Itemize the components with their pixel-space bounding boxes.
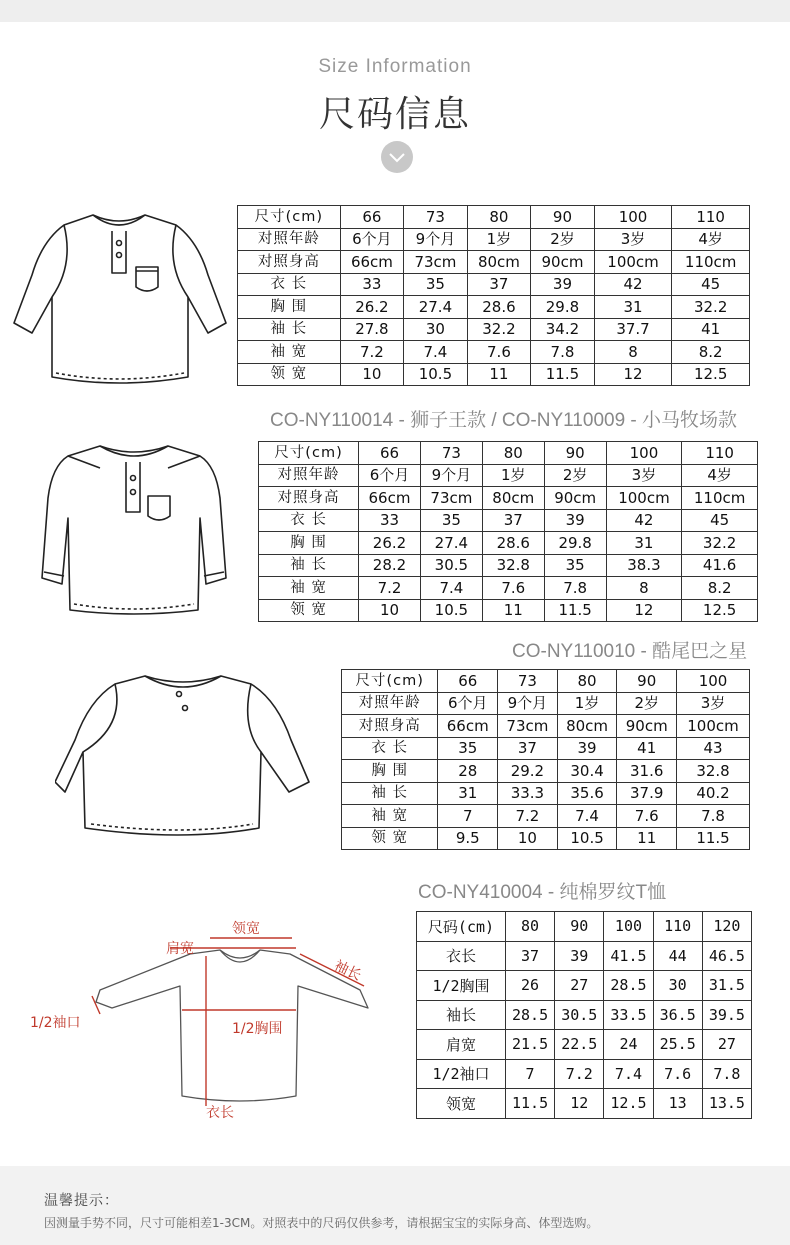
table-cell: 30 [404,318,468,341]
table-cell: 24 [604,1030,653,1060]
measure-label-shoulder: 肩宽 [166,941,194,957]
table-cell: 11.5 [677,827,750,850]
table-cell: 12 [555,1089,604,1119]
table-cell: 10 [340,363,404,386]
row-label-cell: 对照年龄 [238,228,341,251]
table-cell: 66cm [340,251,404,274]
table-row [238,251,750,274]
table-cell: 26 [505,971,554,1001]
table-cell: 7.8 [531,341,595,364]
table-cell: 33.5 [604,1000,653,1030]
table-cell: 13 [653,1089,702,1119]
row-label-cell: 对照身高 [342,715,438,738]
table-cell: 11.5 [531,363,595,386]
table-cell: 27.4 [404,296,468,319]
table-cell: 110 [653,912,702,942]
table-cell: 73cm [420,487,482,510]
table-cell: 80cm [557,715,617,738]
table-cell: 42 [606,509,682,532]
row-label-cell: 对照身高 [238,251,341,274]
table-cell: 66 [359,442,421,465]
table-cell: 38.3 [606,554,682,577]
table-cell: 90 [617,670,677,693]
table-cell: 27 [702,1030,751,1060]
size-table-4 [416,911,752,1119]
table-cell: 11 [467,363,531,386]
table-cell: 41 [617,737,677,760]
row-label-cell: 领 宽 [238,363,341,386]
table-cell: 32.2 [672,296,750,319]
table-row [238,296,750,319]
row-label-cell: 胸 围 [238,296,341,319]
table-cell: 26.2 [359,532,421,555]
row-label-cell: 袖 长 [342,782,438,805]
row-label-cell: 尺寸(cm) [342,670,438,693]
table-cell: 7.4 [404,341,468,364]
row-label-cell: 对照年龄 [259,464,359,487]
table-row [342,827,750,850]
table-cell: 31 [438,782,498,805]
table-cell: 30.5 [555,1000,604,1030]
table-cell: 8 [594,341,672,364]
table-row [417,1089,752,1119]
row-label-cell: 衣 长 [238,273,341,296]
table-cell: 7.2 [359,577,421,600]
table-cell: 45 [672,273,750,296]
row-label-cell: 袖 宽 [238,341,341,364]
table-row [342,760,750,783]
row-label-cell: 袖 长 [259,554,359,577]
table-cell: 35 [438,737,498,760]
product-caption-1: CO-NY110014 - 狮子王款 / CO-NY110009 - 小马牧场款 [270,410,738,431]
row-label-cell: 1/2胸围 [417,971,506,1001]
table-cell: 90 [531,206,595,229]
table-cell: 37.9 [617,782,677,805]
table-cell: 28.6 [467,296,531,319]
table-cell: 33.3 [498,782,558,805]
table-cell: 33 [340,273,404,296]
chevron-down-icon [381,141,413,173]
table-cell: 6个月 [359,464,421,487]
table-cell: 100 [606,442,682,465]
table-cell: 100cm [606,487,682,510]
table-cell: 28.6 [482,532,544,555]
table-cell: 12.5 [672,363,750,386]
table-cell: 9.5 [438,827,498,850]
table-cell: 39 [557,737,617,760]
table-cell: 90cm [531,251,595,274]
size-table-3 [341,669,750,850]
table-cell: 40.2 [677,782,750,805]
table-row [417,1059,752,1089]
table-cell: 2岁 [544,464,606,487]
table-cell: 73 [420,442,482,465]
table-cell: 3岁 [677,692,750,715]
table-cell: 10 [359,599,421,622]
table-cell: 7 [505,1059,554,1089]
table-cell: 66cm [359,487,421,510]
table-cell: 35.6 [557,782,617,805]
table-cell: 35 [404,273,468,296]
table-cell: 32.2 [682,532,758,555]
table-cell: 110cm [682,487,758,510]
table-cell: 110 [672,206,750,229]
table-cell: 37 [505,941,554,971]
table-cell: 41.6 [682,554,758,577]
table-cell: 110 [682,442,758,465]
table-cell: 73cm [404,251,468,274]
table-cell: 11 [617,827,677,850]
footer-note: 因测量手势不同，尺寸可能相差1-3CM。对照表中的尺码仅供参考，请根据宝宝的实际身高、体型选购。 [44,1216,599,1230]
table-cell: 35 [420,509,482,532]
henley-long-sleeve-shirt-icon [30,438,238,623]
table-cell: 37 [498,737,558,760]
table-cell: 1岁 [467,228,531,251]
table-cell: 30.4 [557,760,617,783]
table-cell: 3岁 [594,228,672,251]
table-cell: 100 [594,206,672,229]
table-cell: 3岁 [606,464,682,487]
table-cell: 41.5 [604,941,653,971]
row-label-cell: 肩宽 [417,1030,506,1060]
title-en: Size Information [318,56,472,77]
table-cell: 22.5 [555,1030,604,1060]
table-cell: 80 [482,442,544,465]
table-cell: 43 [677,737,750,760]
table-cell: 37 [482,509,544,532]
measure-label-chest: 1/2胸围 [232,1021,283,1037]
table-cell: 7 [438,805,498,828]
table-cell: 28.2 [359,554,421,577]
measure-label-collar: 领宽 [232,921,260,937]
table-row [259,464,758,487]
table-row [238,228,750,251]
table-cell: 90 [544,442,606,465]
row-label-cell: 尺寸(cm) [259,442,359,465]
table-cell: 33 [359,509,421,532]
table-cell: 9个月 [498,692,558,715]
table-row [342,715,750,738]
row-label-cell: 1/2袖口 [417,1059,506,1089]
table-cell: 80 [505,912,554,942]
table-cell: 12 [606,599,682,622]
table-cell: 37 [467,273,531,296]
row-label-cell: 领 宽 [259,599,359,622]
table-row [342,782,750,805]
table-cell: 37.7 [594,318,672,341]
table-cell: 26.2 [340,296,404,319]
table-cell: 73 [498,670,558,693]
measure-label-length: 衣长 [206,1105,234,1121]
table-cell: 31.6 [617,760,677,783]
table-header-row [259,442,758,465]
table-row [417,1000,752,1030]
table-cell: 10.5 [404,363,468,386]
table-cell: 90cm [544,487,606,510]
table-cell: 39 [531,273,595,296]
table-cell: 12.5 [604,1089,653,1119]
table-cell: 2岁 [531,228,595,251]
product-caption-3: CO-NY410004 - 纯棉罗纹T恤 [418,882,667,903]
measure-label-cuff: 1/2袖口 [30,1015,81,1031]
table-cell: 45 [682,509,758,532]
table-cell: 7.6 [653,1059,702,1089]
table-cell: 12 [594,363,672,386]
table-row [342,805,750,828]
table-cell: 46.5 [702,941,751,971]
table-header-row [417,912,752,942]
row-label-cell: 尺码(cm) [417,912,506,942]
table-cell: 35 [544,554,606,577]
table-cell: 7.8 [544,577,606,600]
table-cell: 66 [340,206,404,229]
table-cell: 9个月 [404,228,468,251]
table-cell: 28.5 [604,971,653,1001]
row-label-cell: 胸 围 [342,760,438,783]
table-cell: 13.5 [702,1089,751,1119]
table-cell: 2岁 [617,692,677,715]
table-cell: 7.2 [498,805,558,828]
table-cell: 7.2 [555,1059,604,1089]
measure-label-sleeve: 袖长 [331,957,364,985]
table-cell: 100 [604,912,653,942]
table-cell: 31.5 [702,971,751,1001]
table-cell: 4岁 [672,228,750,251]
table-cell: 44 [653,941,702,971]
row-label-cell: 衣 长 [342,737,438,760]
table-cell: 8.2 [672,341,750,364]
table-cell: 29.8 [544,532,606,555]
shoulder-button-raglan-shirt-icon [55,670,315,850]
table-cell: 110cm [672,251,750,274]
table-cell: 34.2 [531,318,595,341]
table-cell: 27.4 [420,532,482,555]
table-row [417,1030,752,1060]
table-cell: 30 [653,971,702,1001]
footer-tips [0,1166,790,1245]
table-cell: 29.2 [498,760,558,783]
table-cell: 41 [672,318,750,341]
table-cell: 32.8 [482,554,544,577]
row-label-cell: 尺寸(cm) [238,206,341,229]
table-cell: 6个月 [438,692,498,715]
table-cell: 66 [438,670,498,693]
table-cell: 27 [555,971,604,1001]
table-cell: 7.6 [617,805,677,828]
table-cell: 25.5 [653,1030,702,1060]
row-label-cell: 领 宽 [342,827,438,850]
table-cell: 80 [557,670,617,693]
size-table-2 [258,441,758,622]
table-cell: 8 [606,577,682,600]
product-caption-2: CO-NY110010 - 酷尾巴之星 [512,641,748,662]
row-label-cell: 袖长 [417,1000,506,1030]
table-cell: 100cm [677,715,750,738]
table-cell: 80 [467,206,531,229]
row-label-cell: 胸 围 [259,532,359,555]
table-cell: 6个月 [340,228,404,251]
table-cell: 73 [404,206,468,229]
table-row [238,363,750,386]
table-row [417,941,752,971]
table-cell: 90cm [617,715,677,738]
table-row [259,599,758,622]
table-cell: 10.5 [420,599,482,622]
table-cell: 9个月 [420,464,482,487]
table-cell: 80cm [467,251,531,274]
table-cell: 31 [594,296,672,319]
table-cell: 7.2 [340,341,404,364]
table-cell: 120 [702,912,751,942]
table-cell: 1岁 [482,464,544,487]
table-cell: 21.5 [505,1030,554,1060]
henley-raglan-shirt-icon [8,205,230,395]
table-cell: 12.5 [682,599,758,622]
row-label-cell: 衣 长 [259,509,359,532]
table-row [259,577,758,600]
table-row [259,487,758,510]
row-label-cell: 袖 宽 [259,577,359,600]
table-cell: 31 [606,532,682,555]
row-label-cell: 领宽 [417,1089,506,1119]
table-cell: 36.5 [653,1000,702,1030]
table-cell: 90 [555,912,604,942]
table-row [342,737,750,760]
table-cell: 1岁 [557,692,617,715]
table-cell: 39 [555,941,604,971]
table-cell: 10.5 [557,827,617,850]
table-row [259,509,758,532]
table-cell: 28 [438,760,498,783]
table-cell: 7.6 [482,577,544,600]
table-cell: 29.8 [531,296,595,319]
table-cell: 73cm [498,715,558,738]
table-cell: 30.5 [420,554,482,577]
table-cell: 7.6 [467,341,531,364]
table-cell: 28.5 [505,1000,554,1030]
table-row [259,532,758,555]
table-cell: 8.2 [682,577,758,600]
footer-title: 温馨提示： [44,1193,119,1209]
table-cell: 100cm [594,251,672,274]
table-row [238,273,750,296]
table-cell: 80cm [482,487,544,510]
table-row [417,971,752,1001]
row-label-cell: 对照年龄 [342,692,438,715]
table-cell: 11 [482,599,544,622]
size-table-1 [237,205,750,386]
table-cell: 27.8 [340,318,404,341]
table-cell: 66cm [438,715,498,738]
table-row [238,341,750,364]
table-cell: 10 [498,827,558,850]
table-cell: 7.8 [677,805,750,828]
top-band [0,0,790,22]
table-cell: 7.8 [702,1059,751,1089]
table-cell: 100 [677,670,750,693]
table-cell: 32.8 [677,760,750,783]
table-header-row [342,670,750,693]
table-cell: 7.4 [420,577,482,600]
table-header-row [238,206,750,229]
table-cell: 7.4 [557,805,617,828]
table-row [259,554,758,577]
row-label-cell: 袖 长 [238,318,341,341]
table-cell: 11.5 [544,599,606,622]
table-cell: 11.5 [505,1089,554,1119]
table-cell: 32.2 [467,318,531,341]
row-label-cell: 衣长 [417,941,506,971]
table-cell: 4岁 [682,464,758,487]
table-cell: 39.5 [702,1000,751,1030]
table-row [238,318,750,341]
table-cell: 42 [594,273,672,296]
row-label-cell: 对照身高 [259,487,359,510]
table-row [342,692,750,715]
table-cell: 7.4 [604,1059,653,1089]
row-label-cell: 袖 宽 [342,805,438,828]
table-cell: 39 [544,509,606,532]
title-zh: 尺码信息 [318,94,471,135]
